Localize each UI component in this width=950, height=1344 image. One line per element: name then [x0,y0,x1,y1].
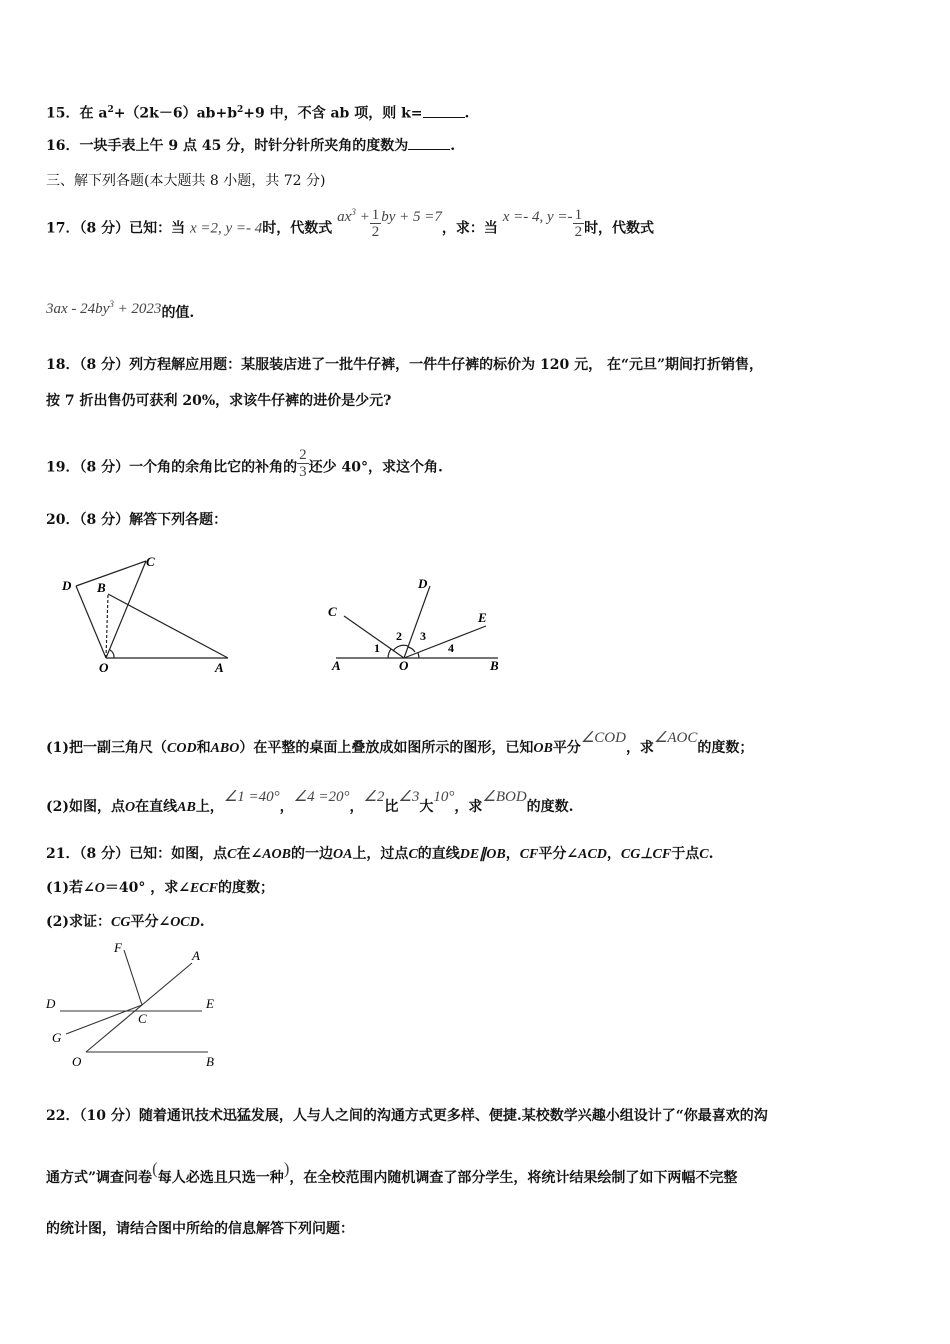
q21-a: 已知：如图，点 [129,846,228,862]
arc-4 [418,653,419,658]
q15-num: 15． [46,105,80,122]
q22-l2b: 每人必选且只选一种 [157,1170,284,1186]
label-B: B [97,580,106,595]
q21-i: 的直线 [417,846,460,862]
q22-line2 [46,1159,738,1188]
p2g: 大 [419,799,434,815]
q21-h: C [408,847,418,862]
q21-figure [40,938,240,1073]
q15-pre: 在 a [79,105,108,122]
q16-num: 16． [46,138,80,154]
p2h: ，求 [454,799,483,815]
label-C: C [138,1011,147,1026]
q17-t1: 已知：当 [129,220,186,237]
q17-frac2 [573,207,585,240]
label-A: A [215,660,224,675]
p2-math3: ∠2 [363,789,385,805]
label-A: A [192,948,200,963]
q17-t4: 时，代数式 [584,220,655,237]
q19-score: （8 分） [79,459,130,476]
q22-score: （10 分） [79,1108,139,1124]
label-angle-1: 1 [374,641,380,655]
line-OD [76,586,106,658]
label-C: C [328,604,337,619]
q21-j: DE∥OB [459,847,506,862]
s1b: O [94,881,105,896]
q17-num: 17． [46,220,80,237]
q17-line2 [46,298,194,323]
q22-l2c: ，在全校范围内随机调查了部分学生，将统计结果绘制了如下两幅不完整 [289,1170,738,1186]
p2-math4: ∠3 [398,789,420,805]
label-B: B [490,658,499,673]
arc-2 [393,645,408,651]
frac-num: 1 [371,207,380,223]
p2-math6: ∠BOD [482,789,527,805]
p1h: ，求 [625,740,654,756]
q21-p: CG⊥CF [620,847,672,862]
s1a: (1)若∠ [46,880,95,896]
q22-num: 22． [46,1108,80,1124]
label-D: D [418,576,428,591]
arc-1 [388,649,391,658]
q17-math4b: + 2023 [113,301,162,317]
q17-score: （8 分） [79,220,130,237]
p2-math2: ∠4 =20° [293,789,350,805]
p1d: ABO [210,741,240,756]
q18-line2: 按 7 折出售仍可获利 20%，求该牛仔裤的进价是少元? [46,393,392,409]
q20-text: 解答下列各题： [129,512,228,528]
q21-l: CF [519,847,539,862]
q17-math1: x =2, y =- 4 [189,220,263,237]
p2a: (2)如图，点 [46,799,125,815]
q15-mid: +（2k－6）ab+b [113,105,237,122]
label-C: C [146,554,155,569]
q21-part1 [46,878,274,899]
q17-math4-sup: 3 [109,299,114,309]
frac-den: 2 [574,224,583,240]
ray-CF [124,950,142,1005]
s1d: ECF [189,881,218,896]
p1a: (1)把一副三角尺（ [46,740,167,756]
q17-math2a: ax [337,208,352,225]
q21-o: ， [606,846,621,862]
q18-score: （8 分） [79,357,130,373]
arc-3 [408,647,415,652]
s1c: ＝40° ，求∠ [104,880,190,896]
p1-math2: ∠AOC [653,730,698,746]
label-D: D [46,996,56,1011]
q15-end: . [464,105,470,122]
q21-part2: (2)求证：CG平分∠OCD. [46,914,205,930]
answer-blank[interactable] [408,137,450,150]
q21-n: ACD [578,847,607,862]
ray-CG [66,1005,142,1034]
q17 [46,206,655,245]
angle-arc [110,650,114,658]
ray-OD [404,586,430,658]
p1c: 和 [196,740,211,756]
line-BA [108,594,228,658]
s2d: OCD [170,915,200,930]
p2b: O [125,800,136,815]
q17-math3: x =- 4, y =- [502,208,573,225]
q17-math4a: 3ax - 24by [46,301,110,317]
q18-text1: 列方程解应用题：某服装店进了一批牛仔裤，一件牛仔裤的标价为 120 元， 在“元旦”期间打折销售， [129,357,764,373]
q21-f: OA [332,847,353,862]
q19 [46,447,443,484]
q17-math2c: by + 5 =7 [381,208,442,225]
p2e: 上， [195,799,224,815]
q20-score: （8 分） [79,512,130,528]
label-O: O [99,660,109,675]
q21-score: （8 分） [79,846,130,862]
frac-den: 3 [299,464,307,480]
q21-r: C [699,847,709,862]
q19-frac [297,447,309,480]
label-A: A [332,658,341,673]
line-OB [106,594,108,658]
p2-math1: ∠1 =40° [223,789,280,805]
q19-t2: 还少 40°，求这个角. [308,459,443,476]
q22-text1: 随着通讯技术迅猛发展，人与人之间的沟通方式更多样、便捷.某校数学兴趣小组设计了“你最喜欢的沟 [138,1108,768,1124]
q15 [46,100,469,124]
s2c: 平分∠ [130,914,171,930]
q21-e: 的一边 [290,846,333,862]
line-OC [106,561,146,658]
q17-t3: ，求：当 [441,220,498,237]
q17-t2: 时，代数式 [262,220,333,237]
label-O: O [399,658,409,673]
p1b: COD [167,741,197,756]
q16-end: . [450,138,456,154]
q21-k: ， [505,846,520,862]
q18-line1 [46,355,763,375]
q22-line3: 的统计图，请结合图中所给的信息解答下列问题： [46,1221,354,1237]
s2b: CG [111,915,131,930]
q17-t5: 的值. [161,305,195,321]
p2c: 在直线 [135,799,178,815]
label-angle-3: 3 [420,629,426,643]
answer-blank[interactable] [423,105,465,118]
label-angle-4: 4 [448,641,454,655]
label-E: E [478,610,487,625]
p1-math1: ∠COD [580,730,626,746]
q21 [46,844,713,865]
q20-part2: (2)如图，点O在直线AB上，∠1 =40°，∠4 =20°，∠2比∠3大10°，求∠BOD的度数. [46,789,574,815]
q21-c: 在∠ [236,846,263,862]
q20-figure1 [50,548,240,678]
frac-num: 1 [574,207,583,223]
q15-sup2: 2 [237,105,244,115]
label-G: G [52,1030,62,1045]
q18-num: 18． [46,357,80,373]
p2f: 比 [384,799,399,815]
q22-paren-close: ) [283,1159,290,1178]
ray-OE [404,626,486,658]
q17-frac1 [370,207,382,240]
s2a: (2)求证： [46,914,111,930]
q21-d: AOB [262,847,291,862]
q20-num: 20． [46,512,80,528]
q22-l2a: 通方式”调查问卷 [46,1170,153,1186]
label-F: F [114,940,122,955]
q20-figure2 [320,570,510,678]
section-heading: 三、解下列各题(本大题共 8 小题，共 72 分) [46,173,326,189]
p1g: 平分 [552,740,581,756]
label-angle-2: 2 [396,629,402,643]
p2-math5: 10° [433,789,455,805]
s1e: 的度数； [217,880,274,896]
q16-text: 一块手表上午 9 点 45 分，时针分针所夹角的度数为 [79,138,409,154]
label-B: B [206,1054,214,1069]
q16 [46,136,455,156]
q21-b: C [227,847,237,862]
q19-t1: 一个角的余角比它的补角的 [129,459,298,476]
q15-sup1: 2 [107,105,114,115]
q21-g: 上，过点 [352,846,409,862]
q17-math2b: + [355,208,370,225]
q17-math2-sup: 3 [351,206,356,217]
q21-m: 平分∠ [538,846,579,862]
q22-line1 [46,1106,768,1126]
line-DC [76,561,146,586]
p1f: OB [533,741,553,756]
p2i: 的度数. [526,799,574,815]
frac-num: 2 [299,447,307,463]
label-E: E [206,996,214,1011]
q21-q: 于点 [671,846,700,862]
q19-num: 19． [46,459,80,476]
p1e: ）在平整的桌面上叠放成如图所示的图形，已知 [239,740,534,756]
q22-paren-open: ( [152,1159,158,1178]
q21-num: 21． [46,846,80,862]
line-OA [86,963,192,1052]
q15-post: +9 中，不含 ab 项，则 k= [243,105,423,122]
q21-end: . [708,846,714,862]
frac-den: 2 [371,224,380,240]
p1i: 的度数； [697,740,754,756]
q20-part1 [46,730,754,759]
label-O: O [72,1054,82,1069]
q20 [46,510,227,530]
label-D: D [62,578,72,593]
p2d: AB [177,800,196,815]
